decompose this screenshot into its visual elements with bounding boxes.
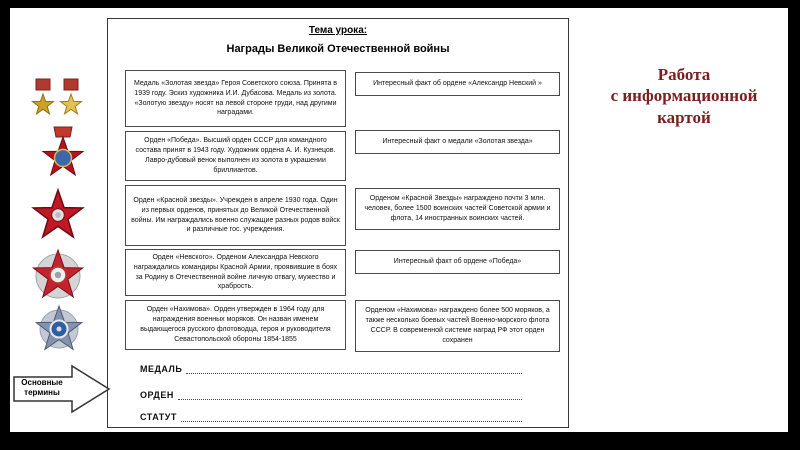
fact-box-gold-star: Интересный факт о медали «Золотая звезда» <box>355 130 560 154</box>
fact-red-star-stats: Орденом «Красной Звезды» награждено почти 3 млн. человек, более 1500 воинских частей Советской армии и флота, 14 иностранных воинских частей. <box>355 188 560 230</box>
presentation-slide <box>10 8 788 432</box>
term-row-statut <box>140 408 522 422</box>
card-order-nakhimov: Орден «Нахимова». Орден утвержден в 1964 году для награждения военных моряков. Он назван именем выдающегося русского флотоводца, героя и руководителя Севастопольской обороны 1854-1855 <box>125 300 346 350</box>
slide-heading-line1: Работа <box>657 65 711 84</box>
key-terms-arrow <box>12 364 112 414</box>
term-row-medal <box>140 360 522 374</box>
term-label-statut: СТАТУТ <box>140 412 177 422</box>
order-of-alexander-nevsky-svg <box>26 246 90 306</box>
fact-box-pobeda: Интересный факт об ордене «Победа» <box>355 250 560 274</box>
order-of-victory-icon <box>35 126 91 189</box>
key-terms-arrow-label: Основные термины <box>21 378 63 397</box>
order-of-red-star-icon <box>28 188 90 251</box>
order-of-alexander-nevsky-icon <box>26 246 90 311</box>
card-order-red-star: Орден «Красной звезды». Учрежден в апреле 1930 года. Один из первых орденов, принятых до Великой Отечественной войны. Им награждались военно служащие разных родов войск и различные гос. учреждения. <box>125 185 346 246</box>
order-of-victory-svg <box>35 126 91 184</box>
term-label-medal: МЕДАЛЬ <box>140 364 183 374</box>
term-row-orden <box>140 386 522 400</box>
slide-heading <box>582 64 786 128</box>
term-fill-line <box>186 363 522 374</box>
hero-gold-star-medal-icon <box>30 78 86 129</box>
card-order-pobeda: Орден «Победа». Высший орден СССР для командного состава принят в 1943 году. Художник ордена А. И. Кузнецов. Лавро-дубовый венок выполнен из золота в украшении бриллиантов. <box>125 131 346 181</box>
card-gold-star-medal: Медаль «Золотая звезда» Героя Советского союза. Принята в 1939 году. Эскиз художника И.И. Дубасова. Медаль из золота. «Золотую звезду» носят на левой стороне груди, над другими наградами. <box>125 70 346 127</box>
topic-label: Тема урока: <box>308 25 368 36</box>
card-order-nevsky: Орден «Невского». Орденом Александра Невского награждались командиры Красной Армии, проявившие в боях за Родину в Отечественной войне личную отвагу, мужество и храбрость. <box>125 249 346 296</box>
hero-gold-star-medal-svg <box>30 78 86 124</box>
term-label-orden: ОРДЕН <box>140 390 174 400</box>
order-of-nakhimov-svg <box>30 303 88 355</box>
order-of-red-star-svg <box>28 188 90 246</box>
topic-title: Награды Великой Отечественной войны <box>226 43 450 55</box>
term-fill-line <box>178 389 522 400</box>
fact-nakhimov-stats: Орденом «Нахимова» награждено более 500 моряков, а также несколько боевых частей Военно-морского флота СССР. В современной системе наград РФ этот орден сохранен <box>355 300 560 352</box>
term-fill-line <box>181 411 522 422</box>
order-of-nakhimov-icon <box>30 303 88 360</box>
fact-box-nevsky: Интересный факт об ордене «Александр Невский » <box>355 72 560 96</box>
slide-heading-line2: с информационной картой <box>610 86 758 127</box>
